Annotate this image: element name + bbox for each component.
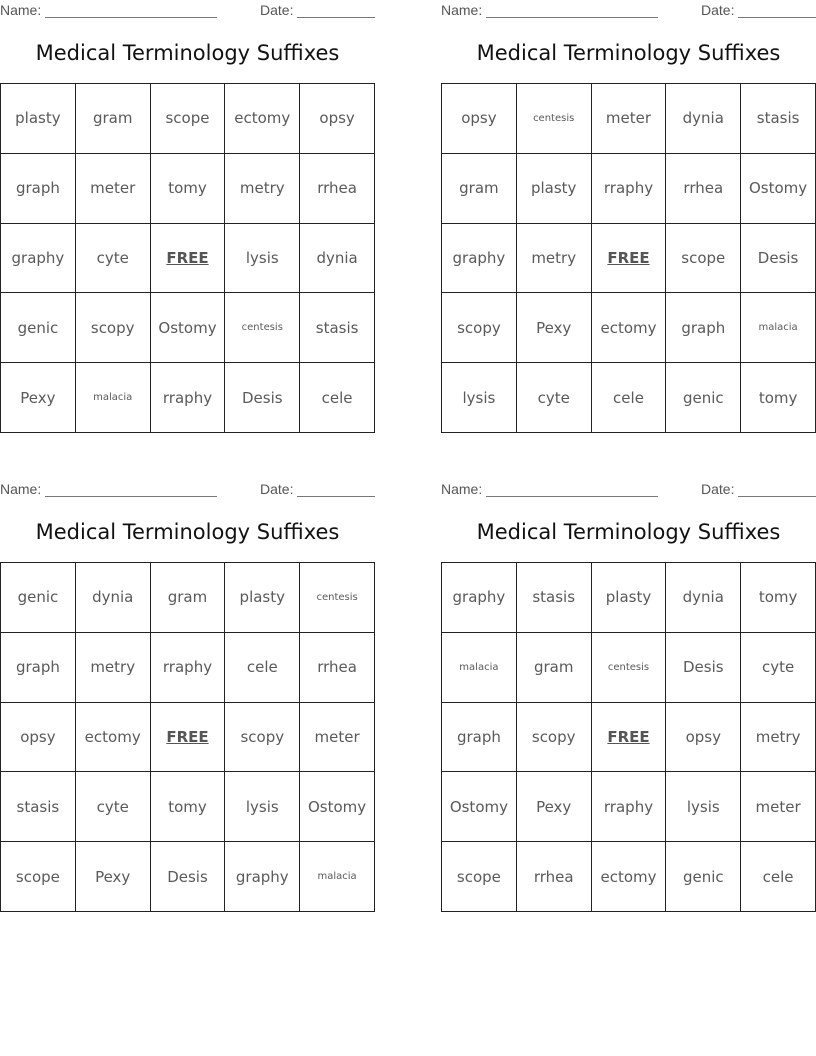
bingo-cell: ectomy [225,84,300,154]
name-blank-line [45,17,217,18]
bingo-cell: rraphy [151,363,226,433]
date-blank-line [297,496,375,497]
bingo-cell: ectomy [592,842,667,912]
name-label: Name: [441,481,483,497]
bingo-cell: stasis [741,84,816,154]
bingo-cell: Pexy [76,842,151,912]
bingo-cell: scopy [442,293,517,363]
bingo-cell: opsy [300,84,375,154]
bingo-cell: metry [225,154,300,224]
bingo-cell: Ostomy [741,154,816,224]
bingo-cell: graphy [442,224,517,294]
free-space-cell: FREE [592,224,667,294]
bingo-cell: malacia [741,293,816,363]
bingo-grid [441,562,816,912]
bingo-cell: cyte [741,633,816,703]
bingo-cell: centesis [517,84,592,154]
bingo-cell: Ostomy [151,293,226,363]
bingo-cell: opsy [1,703,76,773]
bingo-cell: lysis [442,363,517,433]
free-space-cell: FREE [592,703,667,773]
card-title: Medical Terminology Suffixes [476,520,781,544]
bingo-cell: Desis [741,224,816,294]
bingo-cell: gram [517,633,592,703]
bingo-cell: graph [1,154,76,224]
free-space-cell: FREE [151,703,226,773]
bingo-cell: Ostomy [442,772,517,842]
bingo-cell: rraphy [592,772,667,842]
bingo-cell: scope [442,842,517,912]
name-blank-line [45,496,217,497]
date-blank-line [297,17,375,18]
bingo-cell: scope [151,84,226,154]
name-label: Name: [0,481,42,497]
bingo-cell: ectomy [76,703,151,773]
bingo-cell: plasty [225,563,300,633]
bingo-cell: rrhea [517,842,592,912]
bingo-cell: scope [1,842,76,912]
bingo-cell: stasis [300,293,375,363]
bingo-cell: meter [741,772,816,842]
bingo-cell: dynia [76,563,151,633]
bingo-cell: cele [741,842,816,912]
bingo-cell: genic [666,842,741,912]
bingo-cell: graphy [1,224,76,294]
bingo-cell: rraphy [592,154,667,224]
bingo-cell: cyte [517,363,592,433]
bingo-cell: opsy [442,84,517,154]
bingo-cell: gram [442,154,517,224]
bingo-cell: Pexy [517,772,592,842]
bingo-cell: graph [442,703,517,773]
bingo-cell: lysis [225,772,300,842]
bingo-cell: graphy [442,563,517,633]
bingo-cell: stasis [1,772,76,842]
card-header [441,481,816,499]
bingo-cell: centesis [225,293,300,363]
name-label: Name: [441,2,483,18]
bingo-cell: opsy [666,703,741,773]
bingo-cell: Desis [666,633,741,703]
bingo-cell: graph [666,293,741,363]
date-blank-line [738,496,816,497]
bingo-grid [0,562,375,912]
bingo-cell: stasis [517,563,592,633]
bingo-cell: Desis [151,842,226,912]
bingo-card-2 [441,0,816,431]
bingo-cell: graphy [225,842,300,912]
bingo-card-3 [0,479,375,910]
bingo-cell: cele [225,633,300,703]
bingo-cell: meter [592,84,667,154]
bingo-cell: cyte [76,772,151,842]
card-header [0,481,375,499]
free-space-cell: FREE [151,224,226,294]
bingo-cell: tomy [151,772,226,842]
bingo-cell: scopy [517,703,592,773]
date-blank-line [738,17,816,18]
bingo-cell: metry [76,633,151,703]
card-title: Medical Terminology Suffixes [476,41,781,65]
bingo-cell: tomy [741,563,816,633]
bingo-cell: malacia [442,633,517,703]
bingo-cell: rrhea [666,154,741,224]
bingo-cell: tomy [741,363,816,433]
bingo-cell: scopy [76,293,151,363]
bingo-cell: rraphy [151,633,226,703]
bingo-cell: lysis [225,224,300,294]
date-label: Date: [260,481,294,497]
bingo-cell: scope [666,224,741,294]
card-title: Medical Terminology Suffixes [35,520,340,544]
bingo-cell: genic [1,293,76,363]
bingo-cell: gram [151,563,226,633]
bingo-cell: cyte [76,224,151,294]
name-blank-line [486,496,658,497]
bingo-cell: cele [592,363,667,433]
bingo-cell: malacia [76,363,151,433]
bingo-cell: graph [1,633,76,703]
bingo-cell: malacia [300,842,375,912]
bingo-cell: lysis [666,772,741,842]
bingo-cell: plasty [592,563,667,633]
bingo-cell: Desis [225,363,300,433]
card-title: Medical Terminology Suffixes [35,41,340,65]
bingo-cell: centesis [300,563,375,633]
date-label: Date: [260,2,294,18]
bingo-card-1 [0,0,375,431]
bingo-cell: ectomy [592,293,667,363]
name-label: Name: [0,2,42,18]
bingo-grid [0,83,375,433]
bingo-cell: meter [76,154,151,224]
card-header [441,2,816,20]
bingo-cell: dynia [300,224,375,294]
bingo-cell: centesis [592,633,667,703]
bingo-cell: tomy [151,154,226,224]
bingo-cell: rrhea [300,154,375,224]
date-label: Date: [701,2,735,18]
bingo-cell: dynia [666,563,741,633]
bingo-cell: genic [1,563,76,633]
bingo-cell: genic [666,363,741,433]
bingo-cell: plasty [517,154,592,224]
bingo-cell: Pexy [517,293,592,363]
date-label: Date: [701,481,735,497]
bingo-cell: scopy [225,703,300,773]
name-blank-line [486,17,658,18]
bingo-cell: rrhea [300,633,375,703]
bingo-cell: gram [76,84,151,154]
bingo-cell: dynia [666,84,741,154]
bingo-cell: cele [300,363,375,433]
card-header [0,2,375,20]
bingo-card-4 [441,479,816,910]
bingo-cell: Ostomy [300,772,375,842]
bingo-cell: Pexy [1,363,76,433]
bingo-cell: plasty [1,84,76,154]
bingo-cell: metry [517,224,592,294]
bingo-grid [441,83,816,433]
bingo-cell: metry [741,703,816,773]
bingo-cell: meter [300,703,375,773]
